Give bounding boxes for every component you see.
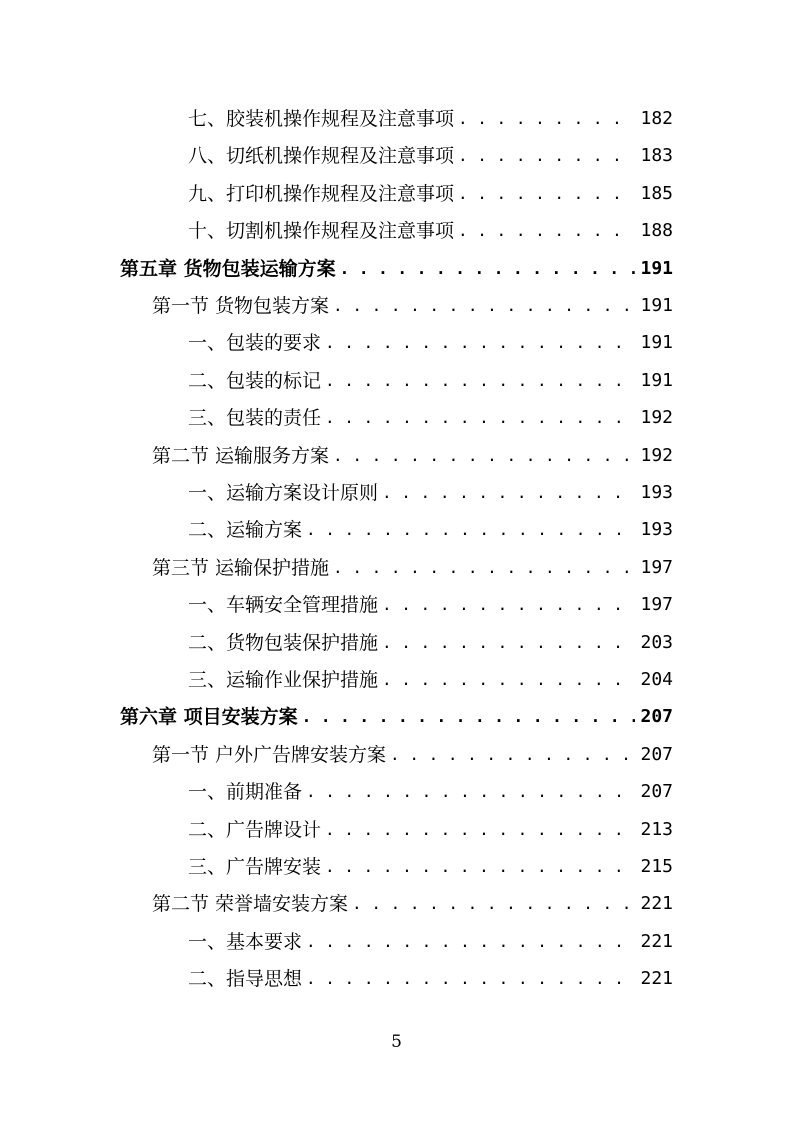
toc-dot-leader xyxy=(382,666,635,694)
toc-entry-page: 215 xyxy=(640,856,673,877)
toc-dot-leader xyxy=(325,853,635,881)
toc-entry-label: 一、包装的要求 xyxy=(188,332,322,355)
toc-dot-leader xyxy=(458,217,635,245)
toc-entry-page: 193 xyxy=(640,482,673,503)
toc-entry-page: 188 xyxy=(640,220,673,242)
toc-entry-page: 197 xyxy=(640,594,673,616)
toc-entry-page: 204 xyxy=(640,669,673,690)
toc-section-entry[interactable] xyxy=(152,442,673,470)
toc-subsection-entry[interactable] xyxy=(188,367,673,395)
toc-entry-label: 第一节 户外广告牌安装方案 xyxy=(152,743,387,766)
toc-subsection-entry[interactable] xyxy=(188,666,673,694)
toc-dot-leader xyxy=(333,292,635,320)
toc-subsection-entry[interactable] xyxy=(188,816,673,844)
toc-dot-leader xyxy=(325,816,635,844)
toc-entry-label: 第三节 运输保护措施 xyxy=(152,556,330,579)
toc-entry-label: 三、广告牌安装 xyxy=(188,856,322,878)
toc-entry-label: 第二节 运输服务方案 xyxy=(152,444,330,467)
toc-chapter-entry[interactable] xyxy=(120,255,673,283)
toc-entry-label: 二、广告牌设计 xyxy=(188,818,322,841)
toc-entry-page: 183 xyxy=(640,145,673,167)
page-number: 5 xyxy=(391,1032,402,1052)
toc-entry-page: 203 xyxy=(640,631,673,653)
toc-subsection-entry[interactable] xyxy=(188,105,673,133)
toc-entry-page: 207 xyxy=(640,706,673,728)
toc-dot-leader xyxy=(382,629,635,657)
toc-entry-label: 十、切割机操作规程及注意事项 xyxy=(188,220,455,243)
toc-entry-label: 三、运输作业保护措施 xyxy=(188,669,379,691)
toc-dot-leader xyxy=(333,442,635,470)
toc-section-entry[interactable] xyxy=(152,554,673,582)
toc-dot-leader xyxy=(325,367,635,395)
toc-entry-page: 207 xyxy=(640,743,673,765)
toc-subsection-entry[interactable] xyxy=(188,591,673,619)
toc-entry-label: 第五章 货物包装运输方案 xyxy=(120,257,336,280)
toc-subsection-entry[interactable] xyxy=(188,217,673,245)
toc-entry-label: 一、基本要求 xyxy=(188,930,303,953)
toc-section-entry[interactable] xyxy=(152,890,673,918)
toc-entry-label: 二、包装的标记 xyxy=(188,369,322,392)
toc-entry-page: 191 xyxy=(640,369,673,391)
toc-dot-leader xyxy=(302,703,635,731)
toc-dot-leader xyxy=(325,404,635,432)
toc-entry-page: 191 xyxy=(640,257,673,279)
toc-subsection-entry[interactable] xyxy=(188,853,673,881)
toc-dot-leader xyxy=(306,965,635,993)
toc-dot-leader xyxy=(306,516,635,544)
toc-entry-page: 193 xyxy=(640,519,673,541)
toc-entry-page: 182 xyxy=(640,108,673,129)
toc-entry-page: 191 xyxy=(640,295,673,316)
toc-section-entry[interactable] xyxy=(152,292,673,320)
toc-dot-leader xyxy=(458,142,635,170)
toc-entry-page: 192 xyxy=(640,407,673,429)
toc-entry-label: 二、运输方案 xyxy=(188,519,303,542)
toc-subsection-entry[interactable] xyxy=(188,404,673,432)
toc-dot-leader xyxy=(333,554,635,582)
toc-dot-leader xyxy=(340,255,635,283)
toc-subsection-entry[interactable] xyxy=(188,180,673,208)
toc-entry-label: 二、指导思想 xyxy=(188,968,303,991)
toc-dot-leader xyxy=(352,890,635,918)
toc-entry-label: 一、车辆安全管理措施 xyxy=(188,594,379,617)
toc-dot-leader xyxy=(458,180,635,208)
toc-section-entry[interactable] xyxy=(152,741,673,769)
toc-entry-label: 一、前期准备 xyxy=(188,781,303,804)
toc-entry-page: 192 xyxy=(640,444,673,466)
toc-subsection-entry[interactable] xyxy=(188,479,673,507)
toc-entry-page: 221 xyxy=(640,968,673,990)
toc-dot-leader xyxy=(458,105,635,133)
toc-entry-label: 二、货物包装保护措施 xyxy=(188,631,379,654)
toc-entry-label: 第二节 荣誉墙安装方案 xyxy=(152,893,349,916)
toc-entry-label: 三、包装的责任 xyxy=(188,407,322,430)
toc-subsection-entry[interactable] xyxy=(188,142,673,170)
toc-entry-label: 第一节 货物包装方案 xyxy=(152,295,330,317)
toc-dot-leader xyxy=(382,591,635,619)
toc-subsection-entry[interactable] xyxy=(188,928,673,956)
toc-entry-page: 207 xyxy=(640,781,673,803)
toc-entry-label: 第六章 项目安装方案 xyxy=(120,706,298,729)
toc-chapter-entry[interactable] xyxy=(120,703,673,731)
toc-entry-page: 221 xyxy=(640,893,673,915)
toc-subsection-entry[interactable] xyxy=(188,516,673,544)
toc-dot-leader xyxy=(382,479,635,507)
toc-entry-page: 221 xyxy=(640,930,673,952)
toc-entry-page: 213 xyxy=(640,818,673,840)
toc-subsection-entry[interactable] xyxy=(188,778,673,806)
toc-dot-leader xyxy=(390,741,635,769)
toc-entry-label: 九、打印机操作规程及注意事项 xyxy=(188,182,455,205)
toc-entry-page: 191 xyxy=(640,332,673,354)
toc-entry-label: 一、运输方案设计原则 xyxy=(188,482,379,504)
toc-subsection-entry[interactable] xyxy=(188,965,673,993)
toc-entry-page: 197 xyxy=(640,556,673,578)
toc-dot-leader xyxy=(306,778,635,806)
toc-entry-label: 八、切纸机操作规程及注意事项 xyxy=(188,145,455,168)
toc-entry-page: 185 xyxy=(640,182,673,204)
toc-subsection-entry[interactable] xyxy=(188,629,673,657)
toc-entry-label: 七、胶装机操作规程及注意事项 xyxy=(188,108,455,130)
toc-dot-leader xyxy=(306,928,635,956)
toc-dot-leader xyxy=(325,329,635,357)
toc-subsection-entry[interactable] xyxy=(188,329,673,357)
